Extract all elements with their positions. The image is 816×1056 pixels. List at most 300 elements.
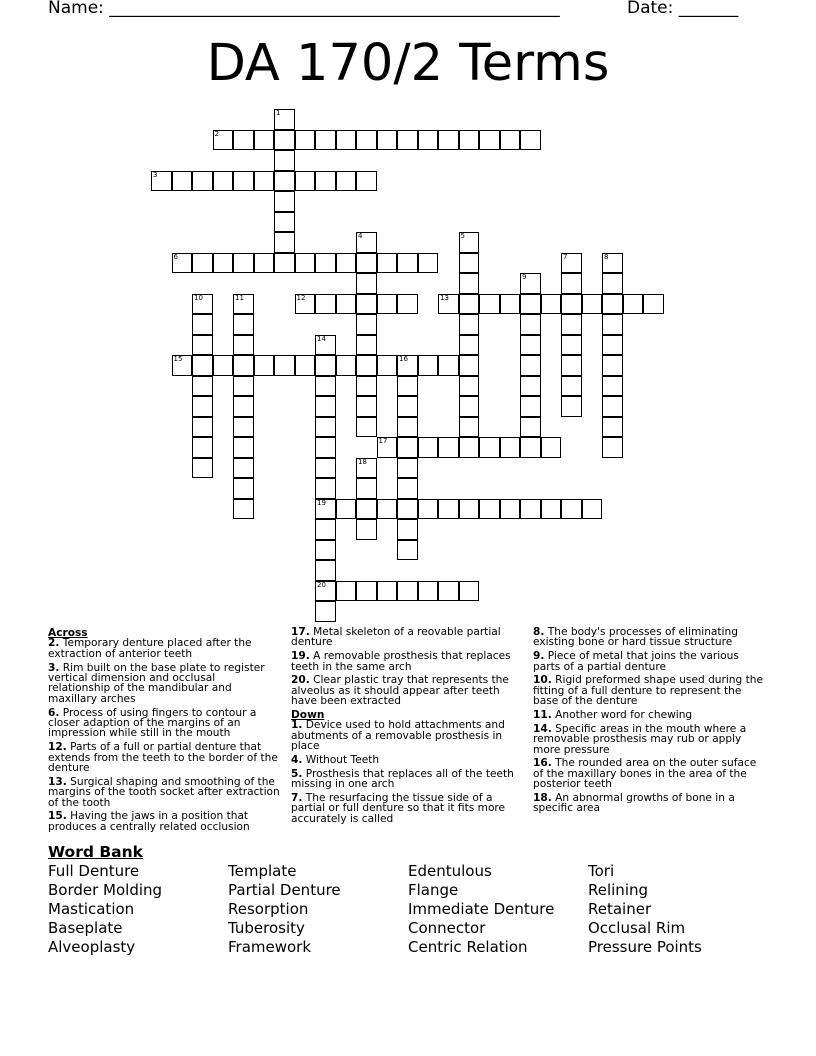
crossword-cell[interactable] <box>500 437 521 458</box>
crossword-cell[interactable] <box>356 417 377 438</box>
clue-item <box>291 627 523 648</box>
crossword-cell[interactable] <box>459 581 480 602</box>
word-bank-term: Framework <box>228 938 312 956</box>
clue-number: 20. <box>291 674 310 687</box>
clue-number: 18 <box>358 457 367 466</box>
crossword-cell[interactable] <box>356 253 377 274</box>
crossword-cell[interactable] <box>459 376 480 397</box>
crossword-cell[interactable] <box>233 478 254 499</box>
clue-item <box>533 627 765 648</box>
crossword-cell[interactable] <box>336 294 357 315</box>
crossword-cell[interactable] <box>643 294 664 315</box>
word-bank-term: Tuberosity <box>228 919 305 937</box>
crossword-cell[interactable] <box>356 335 377 356</box>
clue-number: 4 <box>358 232 363 240</box>
across-clue-list-continued <box>291 627 523 707</box>
crossword-cell[interactable] <box>602 355 623 376</box>
crossword-cell[interactable] <box>356 314 377 335</box>
crossword-cell[interactable] <box>213 130 234 151</box>
clue-item <box>48 638 280 659</box>
crossword-cell[interactable] <box>561 253 582 274</box>
clue-number: 7 <box>563 252 568 261</box>
crossword-cell[interactable] <box>541 437 562 458</box>
clue-text: An abnormal growths of bone in a specific area <box>533 792 735 815</box>
clue-item <box>533 710 765 720</box>
crossword-cell[interactable] <box>438 437 459 458</box>
clue-text: Temporary denture placed after the extraction of anterior teeth <box>48 637 252 660</box>
crossword-cell[interactable] <box>397 376 418 397</box>
crossword-cell[interactable] <box>254 130 275 151</box>
crossword-cell[interactable] <box>602 396 623 417</box>
crossword-cell[interactable] <box>602 437 623 458</box>
clue-text: Clear plastic tray that represents the alveolus as it should appear after teeth have been extracted <box>291 674 509 708</box>
word-bank-column <box>408 862 554 957</box>
clue-number: 1. <box>291 719 303 732</box>
crossword-cell[interactable] <box>315 560 336 581</box>
clue-number: 4. <box>291 754 303 767</box>
clue-text: Rim built on the base plate to register vertical dimension and occlusal relationship of the mandibular and maxillary arches <box>48 661 265 705</box>
crossword-cell[interactable] <box>233 458 254 479</box>
crossword-cell[interactable] <box>315 478 336 499</box>
crossword-cell[interactable] <box>582 294 603 315</box>
crossword-cell[interactable] <box>315 417 336 438</box>
crossword-cell[interactable] <box>356 273 377 294</box>
crossword-cell[interactable] <box>479 437 500 458</box>
clue-number: 20 <box>317 580 326 589</box>
clue-number: 19 <box>317 498 326 507</box>
crossword-cell[interactable] <box>459 232 480 253</box>
clue-text: The resurfacing the tissue side of a partial or full denture so that it fits more accurately is called <box>291 792 506 825</box>
clue-number: 13. <box>48 775 67 788</box>
clue-number: 7. <box>291 792 303 805</box>
word-bank-term: Partial Denture <box>228 881 341 899</box>
crossword-cell[interactable] <box>438 581 459 602</box>
crossword-cell[interactable] <box>213 253 234 274</box>
clue-number: 14 <box>317 334 326 343</box>
crossword-cell[interactable] <box>295 294 316 315</box>
crossword-cell[interactable] <box>459 314 480 335</box>
crossword-cell[interactable] <box>336 581 357 602</box>
crossword-cell[interactable] <box>397 478 418 499</box>
word-bank-term: Tori <box>588 862 615 880</box>
crossword-cell[interactable] <box>315 376 336 397</box>
crossword-cell[interactable] <box>561 355 582 376</box>
crossword-cell[interactable] <box>336 130 357 151</box>
clue-number: 18. <box>533 792 552 805</box>
crossword-cell[interactable] <box>233 437 254 458</box>
clue-number: 2 <box>214 129 219 138</box>
crossword-cell[interactable] <box>438 499 459 520</box>
clue-number: 11. <box>533 709 552 722</box>
crossword-cell[interactable] <box>315 294 336 315</box>
crossword-cell[interactable] <box>356 499 377 520</box>
crossword-cell[interactable] <box>397 417 418 438</box>
crossword-cell[interactable] <box>315 396 336 417</box>
crossword-cell[interactable] <box>459 335 480 356</box>
clue-number: 3 <box>153 170 158 179</box>
clue-text: Piece of metal that joins the various parts of a partial denture <box>533 650 739 673</box>
clue-number: 17 <box>378 437 388 445</box>
crossword-cell[interactable] <box>377 130 398 151</box>
crossword-cell[interactable] <box>356 478 377 499</box>
crossword-cell[interactable] <box>459 273 480 294</box>
down-heading: Down <box>291 709 325 722</box>
crossword-cell[interactable] <box>520 294 541 315</box>
crossword-cell[interactable] <box>315 458 336 479</box>
crossword-cell[interactable] <box>418 355 439 376</box>
crossword-cell[interactable] <box>274 171 295 192</box>
clue-number: 6 <box>173 252 178 261</box>
crossword-cell[interactable] <box>295 253 316 274</box>
clue-text: The body's processes of eliminating existing bone or hard tissue structure <box>533 626 738 649</box>
clue-number: 15. <box>48 810 67 823</box>
crossword-cell[interactable] <box>479 130 500 151</box>
clue-number: 5. <box>291 767 303 780</box>
word-bank-term: Alveoplasty <box>48 938 136 956</box>
crossword-cell[interactable] <box>500 499 521 520</box>
crossword-cell[interactable] <box>602 417 623 438</box>
word-bank-title: Word Bank <box>48 843 143 861</box>
crossword-cell[interactable] <box>356 232 377 253</box>
crossword-cell[interactable] <box>356 355 377 376</box>
crossword-cell[interactable] <box>418 437 439 458</box>
crossword-cell[interactable] <box>561 335 582 356</box>
crossword-cell[interactable] <box>500 294 521 315</box>
clue-item <box>533 724 765 755</box>
crossword-cell[interactable] <box>274 355 295 376</box>
clue-text: Surgical shaping and smoothing of the margins of the tooth socket after extraction of the tooth <box>48 775 280 809</box>
clue-item <box>48 811 280 832</box>
crossword-cell[interactable] <box>459 355 480 376</box>
crossword-cell[interactable] <box>192 253 213 274</box>
clue-number: 9 <box>522 273 527 281</box>
word-bank-column <box>48 862 162 957</box>
crossword-cell[interactable] <box>336 171 357 192</box>
crossword-cell[interactable] <box>418 499 439 520</box>
crossword-cell[interactable] <box>459 253 480 274</box>
clue-text: Having the jaws in a position that produces a centrally related occlusion <box>48 810 250 833</box>
clue-number: 1 <box>276 109 281 117</box>
crossword-cell[interactable] <box>623 294 644 315</box>
crossword-cell[interactable] <box>561 499 582 520</box>
crossword-cell[interactable] <box>233 396 254 417</box>
crossword-cell[interactable] <box>151 171 172 192</box>
crossword-cell[interactable] <box>438 355 459 376</box>
crossword-cell[interactable] <box>397 519 418 540</box>
crossword-cell[interactable] <box>295 130 316 151</box>
clue-item <box>533 793 765 814</box>
crossword-cell[interactable] <box>233 294 254 315</box>
clue-item <box>533 675 765 706</box>
crossword-cell[interactable] <box>356 376 377 397</box>
crossword-cell[interactable] <box>459 130 480 151</box>
crossword-cell[interactable] <box>172 355 193 376</box>
down-clue-list-continued <box>533 627 765 814</box>
crossword-cell[interactable] <box>397 458 418 479</box>
crossword-cell[interactable] <box>438 294 459 315</box>
word-bank-term: Retainer <box>588 900 652 918</box>
clue-item <box>48 663 280 705</box>
word-bank-term: Connector <box>408 919 486 937</box>
crossword-cell[interactable] <box>459 396 480 417</box>
word-bank-term: Edentulous <box>408 862 492 880</box>
crossword-cell[interactable] <box>274 212 295 233</box>
crossword-cell[interactable] <box>192 294 213 315</box>
clue-item <box>533 758 765 789</box>
page-title: DA 170/2 Terms <box>206 34 610 93</box>
clue-number: 11 <box>235 293 244 302</box>
clue-item <box>291 651 523 672</box>
crossword-cell[interactable] <box>213 171 234 192</box>
crossword-cell[interactable] <box>254 171 275 192</box>
word-bank-term: Mastication <box>48 900 135 918</box>
crossword-cell[interactable] <box>479 499 500 520</box>
crossword-cell[interactable] <box>356 294 377 315</box>
crossword-cell[interactable] <box>315 581 336 602</box>
crossword-cell[interactable] <box>377 437 398 458</box>
crossword-cell[interactable] <box>397 581 418 602</box>
clue-text: Process of using fingers to contour a closer adaption of the margins of an impression while still in the mouth <box>48 706 257 740</box>
clue-item <box>291 675 523 706</box>
crossword-cell[interactable] <box>274 150 295 171</box>
crossword-cell[interactable] <box>602 253 623 274</box>
crossword-cell[interactable] <box>582 499 603 520</box>
crossword-cell[interactable] <box>192 376 213 397</box>
clue-item <box>291 755 523 765</box>
clue-text: Parts of a full or partial denture that extends from the teeth to the border of the denture <box>48 741 278 775</box>
crossword-cell[interactable] <box>254 253 275 274</box>
crossword-cell[interactable] <box>233 376 254 397</box>
crossword-cell[interactable] <box>418 130 439 151</box>
crossword-cell[interactable] <box>356 519 377 540</box>
clue-item <box>48 708 280 739</box>
crossword-cell[interactable] <box>233 130 254 151</box>
crossword-cell[interactable] <box>336 253 357 274</box>
crossword-cell[interactable] <box>459 294 480 315</box>
word-bank-term: Occlusal Rim <box>588 919 686 937</box>
clue-text: Rigid preformed shape used during the fitting of a full denture to represent the base of the denture <box>533 674 763 708</box>
clue-text: Device used to hold attachments and abutments of a removable prosthesis in place <box>291 719 505 753</box>
crossword-cell[interactable] <box>315 499 336 520</box>
word-bank-column <box>228 862 341 957</box>
crossword-cell[interactable] <box>192 396 213 417</box>
crossword-cell[interactable] <box>520 355 541 376</box>
crossword-cell[interactable] <box>192 437 213 458</box>
crossword-cell[interactable] <box>520 376 541 397</box>
crossword-cell[interactable] <box>233 253 254 274</box>
crossword-cell[interactable] <box>192 417 213 438</box>
clue-number: 8. <box>533 626 545 638</box>
clue-number: 2. <box>48 637 60 650</box>
clue-number: 12 <box>296 293 306 302</box>
clue-number: 14. <box>533 722 552 735</box>
crossword-cell[interactable] <box>520 335 541 356</box>
crossword-cell[interactable] <box>192 458 213 479</box>
crossword-cell[interactable] <box>356 171 377 192</box>
crossword-cell[interactable] <box>397 499 418 520</box>
crossword-cell[interactable] <box>356 458 377 479</box>
crossword-cell[interactable] <box>377 355 398 376</box>
crossword-cell[interactable] <box>459 437 480 458</box>
name-field-label: Name: _____________________________________________________ <box>48 0 560 18</box>
clue-text: Metal skeleton of a reovable partial denture <box>291 626 501 649</box>
crossword-cell[interactable] <box>233 335 254 356</box>
crossword-cell[interactable] <box>459 417 480 438</box>
crossword-cell[interactable] <box>356 130 377 151</box>
crossword-cell[interactable] <box>602 335 623 356</box>
crossword-cell[interactable] <box>541 499 562 520</box>
crossword-cell[interactable] <box>233 417 254 438</box>
clue-item <box>48 742 280 773</box>
crossword-cell[interactable] <box>315 519 336 540</box>
crossword-cell[interactable] <box>274 130 295 151</box>
clue-number: 15 <box>173 355 183 363</box>
crossword-cell[interactable] <box>520 273 541 294</box>
word-bank-term: Border Molding <box>48 881 163 899</box>
clues-column-2 <box>291 627 523 828</box>
crossword-cell[interactable] <box>377 499 398 520</box>
word-bank-term: Full Denture <box>48 862 140 880</box>
crossword-cell[interactable] <box>520 437 541 458</box>
word-bank-term: Baseplate <box>48 919 123 937</box>
across-clue-list <box>48 638 280 832</box>
crossword-cell[interactable] <box>233 355 254 376</box>
clue-number: 12. <box>48 741 67 754</box>
crossword-cell[interactable] <box>192 314 213 335</box>
crossword-cell[interactable] <box>418 253 439 274</box>
clue-item <box>291 720 523 751</box>
crossword-cell[interactable] <box>315 601 336 622</box>
crossword-cell[interactable] <box>172 253 193 274</box>
crossword-cell[interactable] <box>233 314 254 335</box>
crossword-cell[interactable] <box>295 355 316 376</box>
clue-item <box>533 651 765 672</box>
word-bank-term: Flange <box>408 881 459 899</box>
crossword-cell[interactable] <box>377 294 398 315</box>
crossword-cell[interactable] <box>561 376 582 397</box>
clue-number: 16 <box>399 355 408 363</box>
crossword-cell[interactable] <box>233 499 254 520</box>
word-bank-term: Resorption <box>228 900 309 918</box>
across-heading: Across <box>48 627 88 639</box>
clue-text: Without Teeth <box>302 754 380 767</box>
crossword-cell[interactable] <box>520 130 541 151</box>
crossword-cell[interactable] <box>561 294 582 315</box>
clues-column-3 <box>533 627 765 817</box>
crossword-cell[interactable] <box>295 171 316 192</box>
crossword-cell[interactable] <box>315 355 336 376</box>
crossword-cell[interactable] <box>561 273 582 294</box>
word-bank-term: Template <box>228 862 297 880</box>
crossword-cell[interactable] <box>602 294 623 315</box>
clue-number: 13 <box>440 293 449 302</box>
crossword-cell[interactable] <box>274 191 295 212</box>
crossword-cell[interactable] <box>602 376 623 397</box>
crossword-cell[interactable] <box>172 171 193 192</box>
crossword-cell[interactable] <box>315 130 336 151</box>
word-bank-term: Centric Relation <box>408 938 528 956</box>
clue-text: Specific areas in the mouth where a removable prosthesis may rub or apply more pressure <box>533 722 747 756</box>
crossword-cell[interactable] <box>192 335 213 356</box>
crossword-cell[interactable] <box>500 130 521 151</box>
clue-text: The rounded area on the outer suface of the maxillary bones in the area of the posterior teeth <box>533 757 757 791</box>
crossword-cell[interactable] <box>213 355 234 376</box>
crossword-cell[interactable] <box>397 355 418 376</box>
crossword-cell[interactable] <box>397 253 418 274</box>
crossword-cell[interactable] <box>274 109 295 130</box>
crossword-cell[interactable] <box>315 253 336 274</box>
crossword-cell[interactable] <box>233 171 254 192</box>
date-field-label: Date: _______ <box>627 0 739 18</box>
clue-text: Prosthesis that replaces all of the teeth missing in one arch <box>291 767 514 791</box>
crossword-cell[interactable] <box>315 437 336 458</box>
crossword-cell[interactable] <box>274 253 295 274</box>
crossword-cell[interactable] <box>418 581 439 602</box>
crossword-cell[interactable] <box>397 294 418 315</box>
crossword-cell[interactable] <box>356 396 377 417</box>
crossword-cell[interactable] <box>274 232 295 253</box>
clue-number: 3. <box>48 661 60 674</box>
crossword-cell[interactable] <box>520 417 541 438</box>
crossword-cell[interactable] <box>192 355 213 376</box>
crossword-cell[interactable] <box>397 540 418 561</box>
crossword-cell[interactable] <box>336 499 357 520</box>
crossword-cell[interactable] <box>520 499 541 520</box>
clue-text: Another word for chewing <box>551 709 693 722</box>
crossword-cell[interactable] <box>315 540 336 561</box>
word-bank-term: Immediate Denture <box>408 900 555 918</box>
clue-number: 19. <box>291 650 310 663</box>
crossword-cell[interactable] <box>561 396 582 417</box>
crossword-cell[interactable] <box>541 294 562 315</box>
crossword-cell[interactable] <box>397 396 418 417</box>
crossword-cell[interactable] <box>459 499 480 520</box>
clue-item <box>291 769 523 790</box>
crossword-cell[interactable] <box>520 314 541 335</box>
crossword-cell[interactable] <box>315 335 336 356</box>
clue-number: 16. <box>533 757 552 770</box>
crossword-cell[interactable] <box>520 396 541 417</box>
crossword-cell[interactable] <box>397 130 418 151</box>
crossword-cell[interactable] <box>192 171 213 192</box>
crossword-cell[interactable] <box>254 355 275 376</box>
down-clue-list <box>291 720 523 824</box>
word-bank-term: Pressure Points <box>588 938 702 956</box>
clue-number: 10. <box>533 674 552 687</box>
clue-number: 17. <box>291 626 310 638</box>
clue-item <box>291 793 523 824</box>
crossword-cell[interactable] <box>438 130 459 151</box>
crossword-cell[interactable] <box>315 171 336 192</box>
crossword-cell[interactable] <box>479 294 500 315</box>
word-bank-column <box>588 862 702 957</box>
crossword-cell[interactable] <box>397 437 418 458</box>
crossword-cell[interactable] <box>602 273 623 294</box>
clue-number: 9. <box>533 650 545 663</box>
clue-number: 5 <box>460 232 465 240</box>
clue-item <box>48 777 280 808</box>
crossword-cell[interactable] <box>336 355 357 376</box>
clue-number: 8 <box>604 252 609 261</box>
crossword-cell[interactable] <box>356 581 377 602</box>
crossword-cell[interactable] <box>561 314 582 335</box>
clue-number: 10 <box>194 293 203 302</box>
word-bank-term: Relining <box>588 881 649 899</box>
crossword-cell[interactable] <box>377 581 398 602</box>
crossword-cell[interactable] <box>377 253 398 274</box>
crossword-cell[interactable] <box>602 314 623 335</box>
clue-text: A removable prosthesis that replaces teeth in the same arch <box>291 650 511 673</box>
